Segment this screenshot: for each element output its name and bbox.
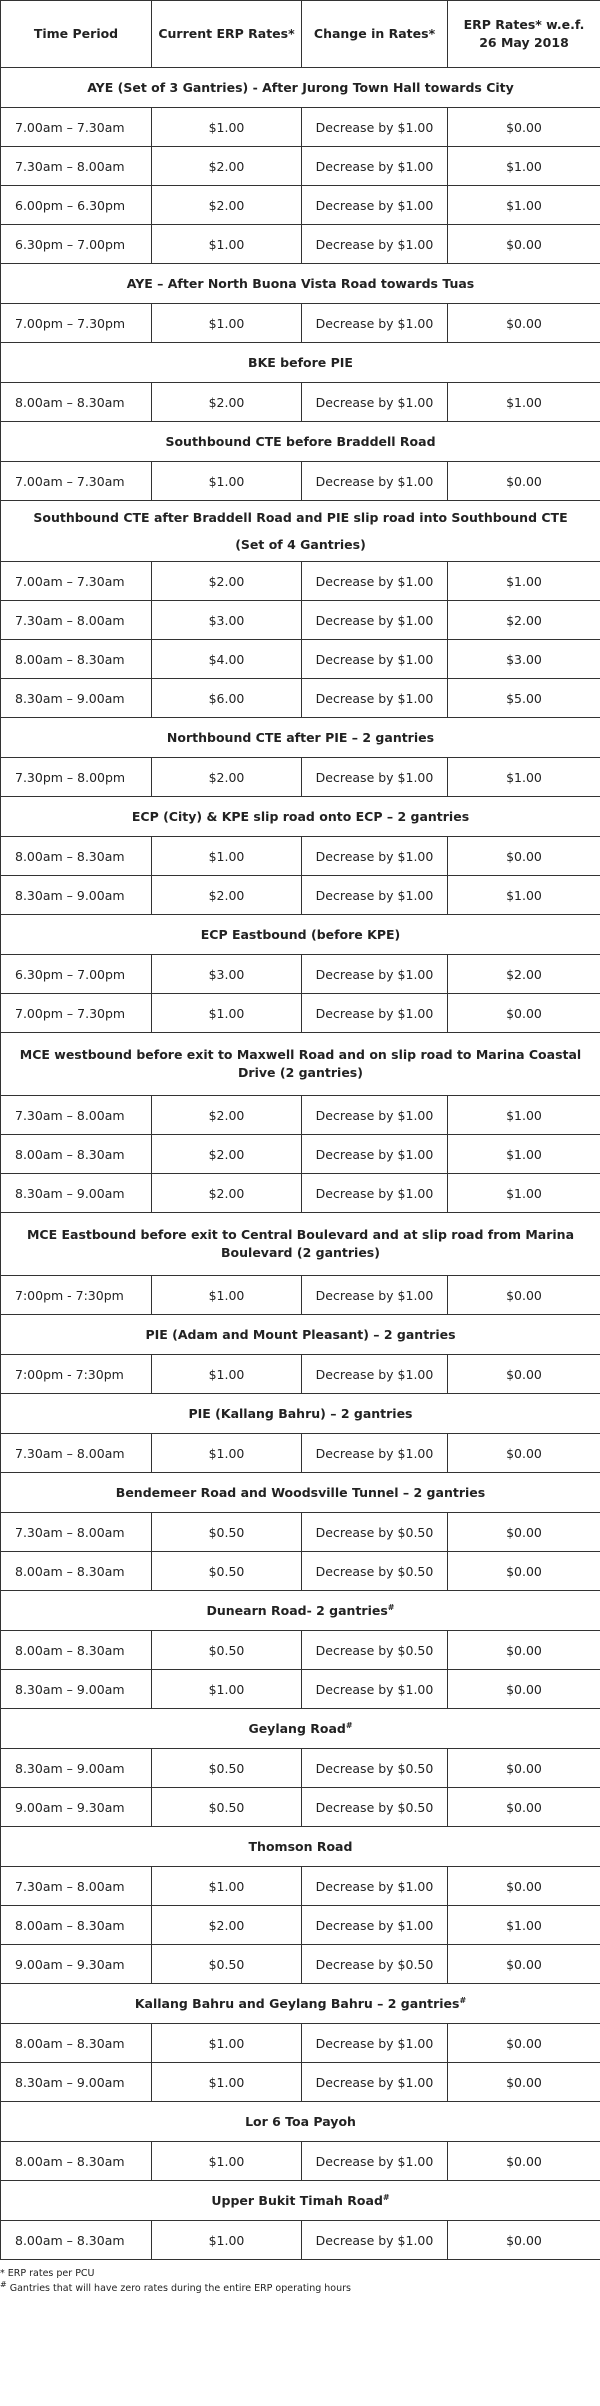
rate-change-cell: Decrease by $1.00	[302, 758, 448, 797]
current-rate-cell: $1.00	[152, 1670, 302, 1709]
rate-change-cell: Decrease by $0.50	[302, 1513, 448, 1552]
section-header-row	[1, 1315, 600, 1355]
current-rate-cell: $1.00	[152, 1355, 302, 1394]
table-row	[1, 2024, 600, 2063]
section-title: Upper Bukit Timah Road	[211, 2192, 383, 2208]
table-row	[1, 1513, 600, 1552]
table-row	[1, 679, 600, 718]
table-row	[1, 1631, 600, 1670]
section-title: Geylang Road	[248, 1720, 346, 1736]
time-period-cell: 8.00am – 8.30am	[1, 1906, 152, 1945]
current-rate-cell: $1.00	[152, 108, 302, 147]
current-rate-cell: $0.50	[152, 1552, 302, 1591]
new-rate-cell: $0.00	[448, 1552, 600, 1591]
new-rate-cell: $0.00	[448, 1631, 600, 1670]
new-rate-cell: $0.00	[448, 1513, 600, 1552]
table-row	[1, 1174, 600, 1213]
time-period-cell: 8.00am – 8.30am	[1, 1631, 152, 1670]
time-period-cell: 8.00am – 8.30am	[1, 640, 152, 679]
rate-change-cell: Decrease by $1.00	[302, 383, 448, 422]
time-period-cell: 8.30am – 9.00am	[1, 1174, 152, 1213]
section-title-cell	[1, 1033, 600, 1096]
table-row	[1, 601, 600, 640]
rate-change-cell: Decrease by $1.00	[302, 679, 448, 718]
time-period-cell: 7.00pm – 7.30pm	[1, 994, 152, 1033]
current-rate-cell: $2.00	[152, 1135, 302, 1174]
rate-change-cell: Decrease by $1.00	[302, 1355, 448, 1394]
section-title-cell	[1, 1827, 600, 1867]
table-row	[1, 955, 600, 994]
footnote-text: ERP rates per PCU	[7, 2268, 95, 2279]
section-title: ECP (City) & KPE slip road onto ECP – 2 gantries	[131, 808, 470, 824]
current-rate-cell: $1.00	[152, 837, 302, 876]
section-title: Bendemeer Road and Woodsville Tunnel – 2 gantries	[115, 1484, 486, 1500]
section-title: BKE before PIE	[248, 354, 353, 370]
section-header-row	[1, 797, 600, 837]
new-rate-cell: $0.00	[448, 1945, 600, 1984]
new-rate-cell: $0.00	[448, 994, 600, 1033]
zero-rate-mark: #	[345, 1720, 353, 1730]
section-title: Northbound CTE after PIE – 2 gantries	[166, 729, 435, 745]
section-header-row	[1, 501, 600, 562]
header-new-rates-line2: 26 May 2018	[479, 35, 569, 50]
section-header-row	[1, 2181, 600, 2221]
current-rate-cell: $1.00	[152, 2221, 302, 2260]
new-rate-cell: $0.00	[448, 837, 600, 876]
rate-change-cell: Decrease by $1.00	[302, 640, 448, 679]
current-rate-cell: $0.50	[152, 1945, 302, 1984]
header-time-period: Time Period	[1, 1, 152, 68]
rate-change-cell: Decrease by $0.50	[302, 1631, 448, 1670]
table-row	[1, 562, 600, 601]
current-rate-cell: $1.00	[152, 304, 302, 343]
section-title-cell	[1, 797, 600, 837]
rate-change-cell: Decrease by $1.00	[302, 1867, 448, 1906]
section-header-row	[1, 1984, 600, 2024]
time-period-cell: 7.30am – 8.00am	[1, 1434, 152, 1473]
rate-change-cell: Decrease by $1.00	[302, 1174, 448, 1213]
table-row	[1, 1670, 600, 1709]
rate-change-cell: Decrease by $1.00	[302, 876, 448, 915]
new-rate-cell: $2.00	[448, 601, 600, 640]
rate-change-cell: Decrease by $1.00	[302, 2024, 448, 2063]
current-rate-cell: $0.50	[152, 1788, 302, 1827]
current-rate-cell: $2.00	[152, 562, 302, 601]
new-rate-cell: $1.00	[448, 1906, 600, 1945]
section-title-cell	[1, 264, 600, 304]
footnote-mark: *	[0, 2268, 5, 2279]
time-period-cell: 7.00am – 7.30am	[1, 108, 152, 147]
rate-change-cell: Decrease by $0.50	[302, 1552, 448, 1591]
table-row	[1, 876, 600, 915]
time-period-cell: 8.30am – 9.00am	[1, 1670, 152, 1709]
rate-change-cell: Decrease by $1.00	[302, 2142, 448, 2181]
new-rate-cell: $1.00	[448, 147, 600, 186]
table-row	[1, 1788, 600, 1827]
section-title-cell	[1, 2102, 600, 2142]
rate-change-cell: Decrease by $0.50	[302, 1788, 448, 1827]
time-period-cell: 7.30pm – 8.00pm	[1, 758, 152, 797]
footnote-zero-rates	[0, 2281, 600, 2296]
new-rate-cell: $0.00	[448, 108, 600, 147]
current-rate-cell: $1.00	[152, 2024, 302, 2063]
table-row	[1, 225, 600, 264]
table-row	[1, 1552, 600, 1591]
rate-change-cell: Decrease by $1.00	[302, 1906, 448, 1945]
new-rate-cell: $1.00	[448, 1135, 600, 1174]
section-header-row	[1, 1591, 600, 1631]
rate-change-cell: Decrease by $1.00	[302, 462, 448, 501]
new-rate-cell: $0.00	[448, 225, 600, 264]
table-row	[1, 758, 600, 797]
section-title: PIE (Kallang Bahru) – 2 gantries	[188, 1405, 413, 1421]
section-header-row	[1, 2102, 600, 2142]
time-period-cell: 8.30am – 9.00am	[1, 876, 152, 915]
section-header-row	[1, 1709, 600, 1749]
section-header-row	[1, 1033, 600, 1096]
table-row	[1, 108, 600, 147]
section-title: MCE Eastbound before exit to Central Boulevard and at slip road from Marina Boulevard (2 gantries)	[26, 1227, 575, 1260]
table-row	[1, 640, 600, 679]
rate-change-cell: Decrease by $1.00	[302, 837, 448, 876]
new-rate-cell: $0.00	[448, 304, 600, 343]
current-rate-cell: $1.00	[152, 2142, 302, 2181]
table-row	[1, 147, 600, 186]
section-title: Thomson Road	[248, 1838, 353, 1854]
time-period-cell: 7.30am – 8.00am	[1, 1867, 152, 1906]
table-row	[1, 994, 600, 1033]
footnotes	[0, 2260, 600, 2296]
new-rate-cell: $0.00	[448, 2221, 600, 2260]
current-rate-cell: $2.00	[152, 1906, 302, 1945]
footnote-mark: #	[0, 2279, 7, 2289]
new-rate-cell: $0.00	[448, 1276, 600, 1315]
section-header-row	[1, 343, 600, 383]
section-header-row	[1, 1473, 600, 1513]
section-title: ECP Eastbound (before KPE)	[200, 926, 401, 942]
section-header-row	[1, 264, 600, 304]
section-title: Dunearn Road- 2 gantries	[206, 1602, 388, 1618]
rate-change-cell: Decrease by $1.00	[302, 225, 448, 264]
time-period-cell: 7.00am – 7.30am	[1, 462, 152, 501]
time-period-cell: 7.30am – 8.00am	[1, 147, 152, 186]
rate-change-cell: Decrease by $1.00	[302, 994, 448, 1033]
section-title-cell	[1, 1984, 600, 2024]
new-rate-cell: $0.00	[448, 1788, 600, 1827]
current-rate-cell: $2.00	[152, 186, 302, 225]
new-rate-cell: $0.00	[448, 1355, 600, 1394]
table-row	[1, 2063, 600, 2102]
new-rate-cell: $1.00	[448, 876, 600, 915]
current-rate-cell: $4.00	[152, 640, 302, 679]
current-rate-cell: $0.50	[152, 1631, 302, 1670]
time-period-cell: 7:00pm - 7:30pm	[1, 1355, 152, 1394]
section-title-cell	[1, 501, 600, 562]
time-period-cell: 8.00am – 8.30am	[1, 1135, 152, 1174]
rate-change-cell: Decrease by $1.00	[302, 304, 448, 343]
table-row	[1, 1096, 600, 1135]
rate-change-cell: Decrease by $1.00	[302, 1670, 448, 1709]
time-period-cell: 7.00am – 7.30am	[1, 562, 152, 601]
time-period-cell: 8.00am – 8.30am	[1, 2024, 152, 2063]
section-title-cell	[1, 2181, 600, 2221]
table-row	[1, 1906, 600, 1945]
section-subtitle: (Set of 4 Gantries)	[235, 537, 366, 552]
section-header-row	[1, 68, 600, 108]
section-title-cell	[1, 1213, 600, 1276]
section-title: MCE westbound before exit to Maxwell Road and on slip road to Marina Coastal Drive (2 gantries)	[19, 1047, 582, 1080]
section-title-cell	[1, 1709, 600, 1749]
new-rate-cell: $0.00	[448, 2024, 600, 2063]
footnote-text: Gantries that will have zero rates during the entire ERP operating hours	[9, 2283, 351, 2294]
table-row	[1, 837, 600, 876]
time-period-cell: 8.00am – 8.30am	[1, 383, 152, 422]
new-rate-cell: $3.00	[448, 640, 600, 679]
new-rate-cell: $5.00	[448, 679, 600, 718]
new-rate-cell: $0.00	[448, 1749, 600, 1788]
table-header-row	[1, 1, 600, 68]
rate-change-cell: Decrease by $1.00	[302, 955, 448, 994]
table-row	[1, 1867, 600, 1906]
time-period-cell: 8.30am – 9.00am	[1, 2063, 152, 2102]
section-title-cell	[1, 915, 600, 955]
time-period-cell: 7.30am – 8.00am	[1, 1513, 152, 1552]
current-rate-cell: $3.00	[152, 955, 302, 994]
header-current-rates: Current ERP Rates*	[152, 1, 302, 68]
current-rate-cell: $2.00	[152, 1096, 302, 1135]
table-row	[1, 1135, 600, 1174]
current-rate-cell: $1.00	[152, 462, 302, 501]
section-title: AYE – After North Buona Vista Road towards Tuas	[126, 275, 475, 291]
section-header-row	[1, 915, 600, 955]
table-row	[1, 1276, 600, 1315]
table-row	[1, 383, 600, 422]
current-rate-cell: $2.00	[152, 147, 302, 186]
time-period-cell: 8.00am – 8.30am	[1, 837, 152, 876]
zero-rate-mark: #	[387, 1602, 395, 1612]
new-rate-cell: $0.00	[448, 1670, 600, 1709]
header-new-rates-line1: ERP Rates* w.e.f.	[463, 17, 585, 32]
new-rate-cell: $0.00	[448, 2063, 600, 2102]
table-row	[1, 1749, 600, 1788]
section-header-row	[1, 1827, 600, 1867]
header-change-in-rates: Change in Rates*	[302, 1, 448, 68]
table-row	[1, 2142, 600, 2181]
table-body	[1, 68, 600, 2260]
section-title: Kallang Bahru and Geylang Bahru – 2 gantries	[134, 1995, 460, 2011]
time-period-cell: 7.30am – 8.00am	[1, 1096, 152, 1135]
current-rate-cell: $2.00	[152, 758, 302, 797]
zero-rate-mark: #	[382, 2192, 390, 2202]
current-rate-cell: $1.00	[152, 225, 302, 264]
header-new-rates	[448, 1, 600, 68]
time-period-cell: 9.00am – 9.30am	[1, 1788, 152, 1827]
section-title: Southbound CTE after Braddell Road and PIE slip road into Southbound CTE	[33, 510, 568, 525]
time-period-cell: 8.30am – 9.00am	[1, 1749, 152, 1788]
section-title-cell	[1, 1591, 600, 1631]
table-row	[1, 2221, 600, 2260]
current-rate-cell: $2.00	[152, 876, 302, 915]
rate-change-cell: Decrease by $1.00	[302, 1276, 448, 1315]
time-period-cell: 7:00pm - 7:30pm	[1, 1276, 152, 1315]
section-header-row	[1, 422, 600, 462]
zero-rate-mark: #	[459, 1995, 467, 2005]
table-row	[1, 1434, 600, 1473]
table-row	[1, 462, 600, 501]
section-title: Lor 6 Toa Payoh	[245, 2113, 356, 2129]
section-header-row	[1, 1394, 600, 1434]
section-title-cell	[1, 422, 600, 462]
section-title-cell	[1, 68, 600, 108]
time-period-cell: 6.30pm – 7.00pm	[1, 955, 152, 994]
time-period-cell: 7.30am – 8.00am	[1, 601, 152, 640]
table-row	[1, 186, 600, 225]
section-header-row	[1, 718, 600, 758]
new-rate-cell: $0.00	[448, 462, 600, 501]
rate-change-cell: Decrease by $1.00	[302, 1135, 448, 1174]
section-title: AYE (Set of 3 Gantries) - After Jurong Town Hall towards City	[87, 79, 514, 95]
current-rate-cell: $2.00	[152, 383, 302, 422]
current-rate-cell: $1.00	[152, 1276, 302, 1315]
new-rate-cell: $0.00	[448, 2142, 600, 2181]
current-rate-cell: $1.00	[152, 994, 302, 1033]
section-title-cell	[1, 1394, 600, 1434]
time-period-cell: 9.00am – 9.30am	[1, 1945, 152, 1984]
rate-change-cell: Decrease by $1.00	[302, 562, 448, 601]
new-rate-cell: $1.00	[448, 1174, 600, 1213]
rate-change-cell: Decrease by $0.50	[302, 1749, 448, 1788]
time-period-cell: 8.00am – 8.30am	[1, 1552, 152, 1591]
time-period-cell: 8.00am – 8.30am	[1, 2221, 152, 2260]
rate-change-cell: Decrease by $1.00	[302, 108, 448, 147]
section-title-cell	[1, 1473, 600, 1513]
table-row	[1, 304, 600, 343]
section-header-row	[1, 1213, 600, 1276]
rate-change-cell: Decrease by $1.00	[302, 601, 448, 640]
time-period-cell: 8.30am – 9.00am	[1, 679, 152, 718]
new-rate-cell: $2.00	[448, 955, 600, 994]
table-row	[1, 1945, 600, 1984]
rate-change-cell: Decrease by $1.00	[302, 147, 448, 186]
footnote-pcu	[0, 2266, 600, 2281]
new-rate-cell: $1.00	[448, 758, 600, 797]
current-rate-cell: $1.00	[152, 2063, 302, 2102]
new-rate-cell: $1.00	[448, 186, 600, 225]
time-period-cell: 7.00pm – 7.30pm	[1, 304, 152, 343]
rate-change-cell: Decrease by $1.00	[302, 2063, 448, 2102]
section-title: PIE (Adam and Mount Pleasant) – 2 gantries	[145, 1326, 456, 1342]
section-title: Southbound CTE before Braddell Road	[165, 433, 436, 449]
current-rate-cell: $0.50	[152, 1749, 302, 1788]
section-title-cell	[1, 718, 600, 758]
section-title-cell	[1, 343, 600, 383]
time-period-cell: 8.00am – 8.30am	[1, 2142, 152, 2181]
new-rate-cell: $0.00	[448, 1434, 600, 1473]
rate-change-cell: Decrease by $0.50	[302, 1945, 448, 1984]
time-period-cell: 6.00pm – 6.30pm	[1, 186, 152, 225]
section-title-cell	[1, 1315, 600, 1355]
rate-change-cell: Decrease by $1.00	[302, 186, 448, 225]
current-rate-cell: $3.00	[152, 601, 302, 640]
new-rate-cell: $1.00	[448, 1096, 600, 1135]
table-row	[1, 1355, 600, 1394]
current-rate-cell: $1.00	[152, 1434, 302, 1473]
time-period-cell: 6.30pm – 7.00pm	[1, 225, 152, 264]
new-rate-cell: $0.00	[448, 1867, 600, 1906]
current-rate-cell: $2.00	[152, 1174, 302, 1213]
current-rate-cell: $6.00	[152, 679, 302, 718]
rate-change-cell: Decrease by $1.00	[302, 2221, 448, 2260]
new-rate-cell: $1.00	[448, 562, 600, 601]
current-rate-cell: $0.50	[152, 1513, 302, 1552]
rate-change-cell: Decrease by $1.00	[302, 1434, 448, 1473]
rate-change-cell: Decrease by $1.00	[302, 1096, 448, 1135]
current-rate-cell: $1.00	[152, 1867, 302, 1906]
new-rate-cell: $1.00	[448, 383, 600, 422]
